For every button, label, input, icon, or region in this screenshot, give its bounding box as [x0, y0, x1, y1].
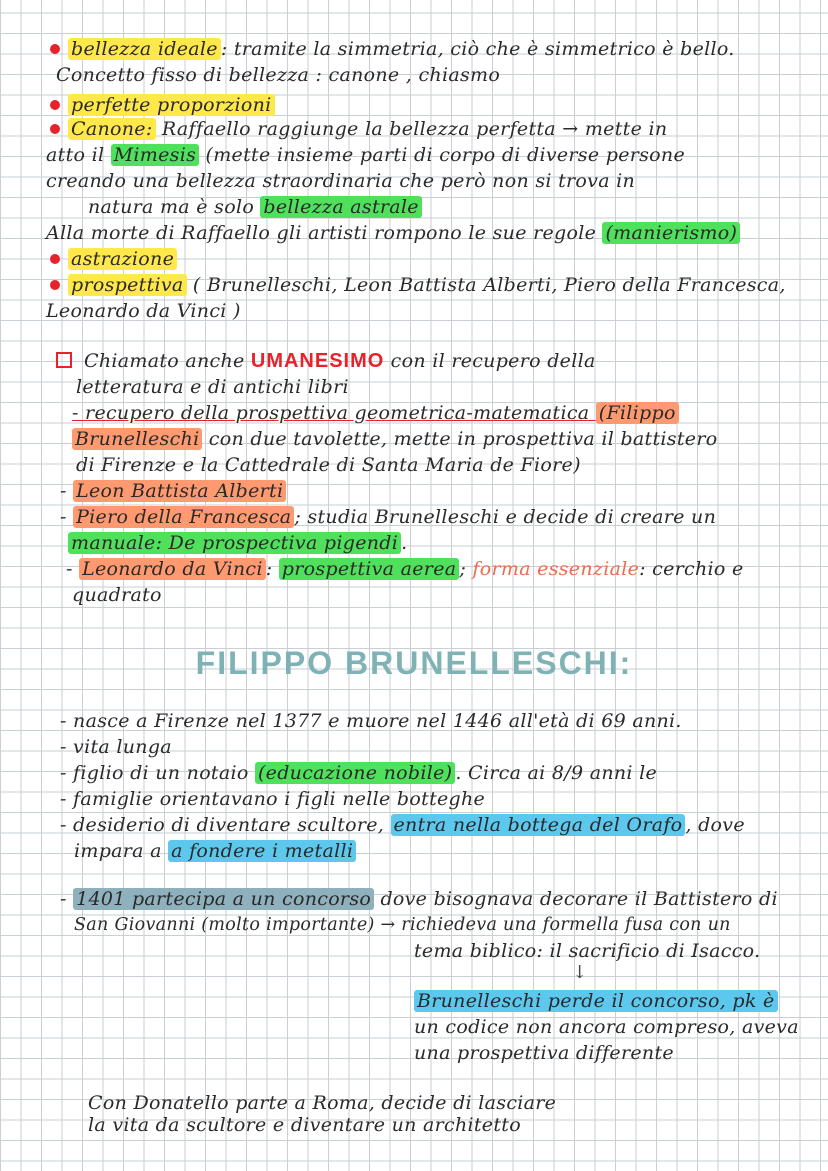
- text: - recupero della prospettiva geometrica-matematica: [72, 402, 596, 424]
- bullet-dot-icon: [50, 100, 60, 110]
- highlight-educazione-nobile: (educazione nobile): [255, 762, 455, 784]
- text: Alla morte di Raffaello gli artisti rompono le sue regole: [46, 222, 603, 244]
- note-line-1: [50, 38, 735, 60]
- text: Raffaello raggiunge la bellezza perfetta → mette in: [155, 118, 668, 140]
- text: dove bisognava decorare il Battistero di: [374, 888, 778, 910]
- note-line-23: - vita lunga: [60, 736, 172, 758]
- text: natura ma è solo: [88, 196, 261, 218]
- note-line-29: San Giovanni (molto importante) → richiedeva una formella fusa con un: [74, 915, 731, 935]
- note-line-4: [50, 118, 667, 140]
- highlight-mimesis: Mimesis: [111, 144, 199, 166]
- note-line-16: di Firenze e la Cattedrale di Santa Maria de Fiore): [76, 454, 581, 476]
- note-line-14: [72, 402, 679, 424]
- text: : cerchio e: [639, 558, 744, 580]
- text: ;: [459, 558, 473, 580]
- highlight-astrazione: astrazione: [68, 248, 177, 270]
- note-line-8: [46, 222, 740, 244]
- note-line-2: Concetto fisso di bellezza : canone , chiasmo: [56, 64, 501, 86]
- highlight-filippo: (Filippo: [596, 402, 679, 424]
- text: -: [60, 888, 74, 910]
- note-line-32: un codice non ancora compreso, aveva: [414, 1016, 799, 1038]
- text: - figlio di un notaio: [60, 762, 255, 784]
- highlight-canone: Canone:: [68, 118, 156, 140]
- highlight-prospettiva: prospettiva: [68, 274, 187, 296]
- highlight-leonardo: Leonardo da Vinci: [79, 558, 266, 580]
- note-line-21: quadrato: [72, 584, 162, 606]
- highlight-alberti: Leon Battista Alberti: [73, 480, 286, 502]
- highlight-bottega-orafo: entra nella bottega del Orafo: [391, 814, 686, 836]
- highlight-manierismo: (manierismo): [602, 222, 740, 244]
- text: atto il: [46, 144, 111, 166]
- text: Chiamato anche: [84, 350, 251, 372]
- highlight-fondere-metalli: a fondere i metalli: [168, 840, 356, 862]
- note-line-15: [72, 428, 717, 450]
- highlight-prospettiva-aerea: prospettiva aerea: [279, 558, 460, 580]
- text: .: [401, 532, 408, 554]
- note-line-30: tema biblico: il sacrificio di Isacco.: [414, 940, 761, 962]
- note-line-12: [56, 350, 596, 372]
- text: . Circa ai 8/9 anni le: [455, 762, 658, 784]
- bullet-dot-icon: [50, 124, 60, 134]
- text: - desiderio di diventare scultore,: [60, 814, 391, 836]
- bullet-dot-icon: [50, 254, 60, 264]
- highlight-concorso: 1401 partecipa a un concorso: [73, 888, 374, 910]
- text: (mette insieme parti di corpo di diverse persone: [199, 144, 685, 166]
- note-line-27: [74, 840, 356, 862]
- note-line-7: [88, 196, 422, 218]
- note-line-18: [60, 506, 716, 528]
- note-line-11: Leonardo da Vinci ): [46, 300, 241, 322]
- checkbox-square-icon: [56, 352, 72, 368]
- highlight-bellezza-astrale: bellezza astrale: [260, 196, 421, 218]
- text: -: [66, 558, 80, 580]
- note-line-34: Con Donatello parte a Roma, decide di lasciare: [88, 1092, 557, 1114]
- arrow-down-icon: ↓: [572, 962, 588, 983]
- note-line-24: [60, 762, 657, 784]
- highlight-manuale: manuale: De prospectiva pigendi: [68, 532, 401, 554]
- note-line-33: una prospettiva differente: [414, 1042, 674, 1064]
- text: :: [265, 558, 279, 580]
- note-line-17: [60, 480, 286, 502]
- text: ; studia Brunelleschi e decide di creare un: [294, 506, 717, 528]
- note-line-20: [66, 558, 744, 580]
- bullet-dot-icon: [50, 280, 60, 290]
- highlight-brunelleschi: Brunelleschi: [72, 428, 202, 450]
- note-line-28: [60, 888, 778, 910]
- note-line-31: [414, 990, 778, 1012]
- note-line-35: la vita da scultore e diventare un architetto: [88, 1114, 521, 1136]
- note-line-6: creando una bellezza straordinaria che però non si trova in: [46, 170, 636, 192]
- highlight-bellezza-ideale: bellezza ideale: [68, 38, 221, 60]
- text: con due tavolette, mette in prospettiva il battistero: [202, 428, 718, 450]
- note-line-10: [50, 274, 786, 296]
- highlight-perde-concorso: Brunelleschi perde il concorso, pk è: [414, 990, 778, 1012]
- note-line-22: - nasce a Firenze nel 1377 e muore nel 1446 all'età di 69 anni.: [60, 710, 682, 732]
- forma-essenziale-text: forma essenziale: [472, 558, 640, 580]
- note-line-3: [50, 94, 275, 116]
- note-line-5: [46, 144, 685, 166]
- note-line-25: - famiglie orientavano i figli nelle botteghe: [60, 788, 486, 810]
- bullet-dot-icon: [50, 44, 60, 54]
- section-title: FILIPPO BRUNELLESCHI:: [195, 645, 633, 681]
- note-line-9: [50, 248, 177, 270]
- note-line-13: letteratura e di antichi libri: [76, 376, 349, 398]
- text: impara a: [74, 840, 169, 862]
- umanesimo-heading: UMANESIMO: [250, 350, 385, 372]
- note-line-26: [60, 814, 745, 836]
- text: con il recupero della: [384, 350, 596, 372]
- text: : tramite la simmetria, ciò che è simmetrico è bello.: [220, 38, 735, 60]
- note-line-19: [68, 532, 408, 554]
- highlight-perfette-proporzioni: perfette proporzioni: [68, 94, 275, 116]
- text: -: [60, 506, 74, 528]
- text: , dove: [685, 814, 745, 836]
- highlight-piero: Piero della Francesca: [73, 506, 294, 528]
- text: -: [60, 480, 74, 502]
- text: ( Brunelleschi, Leon Battista Alberti, Piero della Francesca,: [186, 274, 786, 296]
